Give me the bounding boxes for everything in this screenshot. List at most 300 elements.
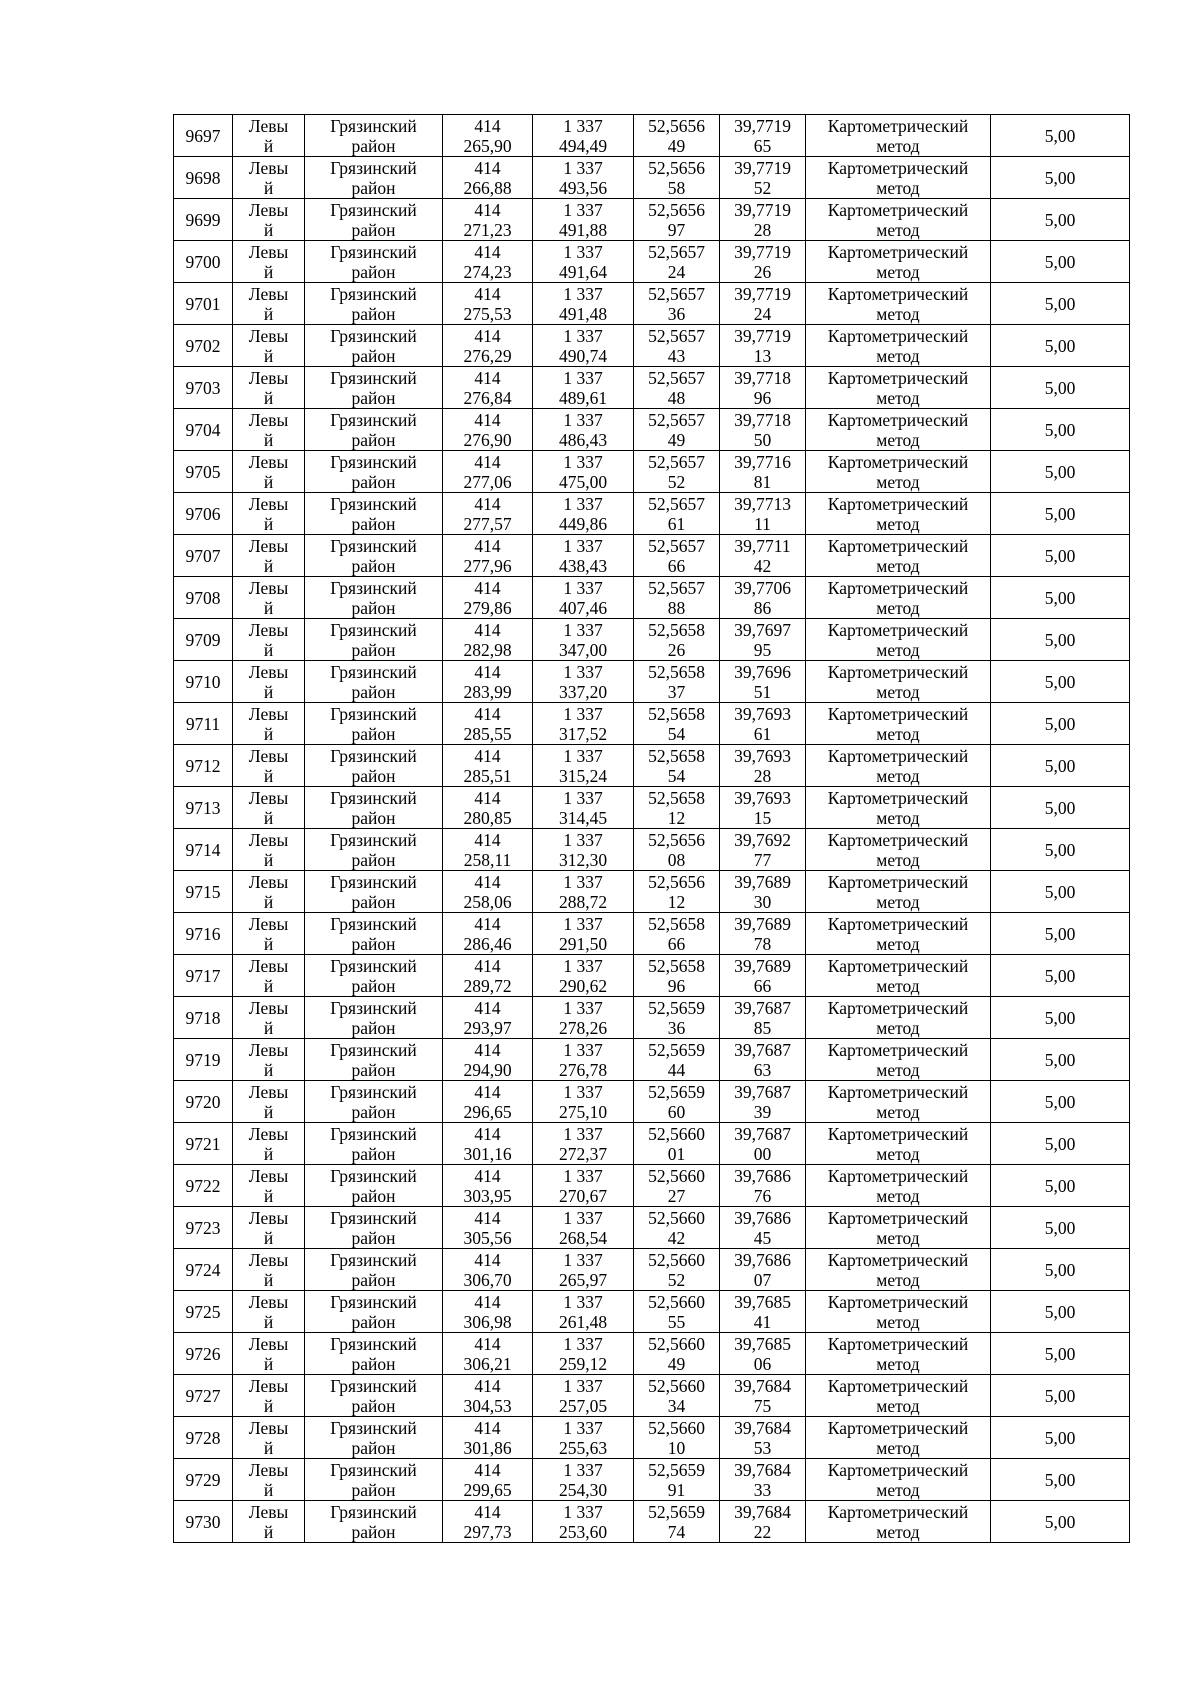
table-row <box>174 283 1130 325</box>
side-cell: Левы й <box>233 1291 305 1333</box>
accuracy-cell: 5,00 <box>991 871 1130 913</box>
point-number-cell: 9714 <box>174 829 233 871</box>
accuracy-cell: 5,00 <box>991 829 1130 871</box>
longitude-cell: 39,7686 76 <box>720 1165 806 1207</box>
district-cell: Грязинский район <box>305 703 443 745</box>
method-cell: Картометрический метод <box>806 1165 991 1207</box>
point-number-cell: 9711 <box>174 703 233 745</box>
x-coordinate-cell: 414 266,88 <box>443 157 533 199</box>
longitude-cell: 39,7693 15 <box>720 787 806 829</box>
side-cell: Левы й <box>233 1081 305 1123</box>
point-number-cell: 9708 <box>174 577 233 619</box>
accuracy-cell: 5,00 <box>991 619 1130 661</box>
latitude-cell: 52,5658 96 <box>634 955 720 997</box>
longitude-cell: 39,7718 50 <box>720 409 806 451</box>
table-row <box>174 1291 1130 1333</box>
latitude-cell: 52,5657 49 <box>634 409 720 451</box>
longitude-cell: 39,7687 00 <box>720 1123 806 1165</box>
point-number-cell: 9727 <box>174 1375 233 1417</box>
district-cell: Грязинский район <box>305 1291 443 1333</box>
x-coordinate-cell: 414 306,98 <box>443 1291 533 1333</box>
y-coordinate-cell: 1 337 276,78 <box>533 1039 634 1081</box>
accuracy-cell: 5,00 <box>991 577 1130 619</box>
accuracy-cell: 5,00 <box>991 1165 1130 1207</box>
latitude-cell: 52,5659 36 <box>634 997 720 1039</box>
table-row <box>174 1333 1130 1375</box>
accuracy-cell: 5,00 <box>991 1375 1130 1417</box>
side-cell: Левы й <box>233 1123 305 1165</box>
y-coordinate-cell: 1 337 255,63 <box>533 1417 634 1459</box>
latitude-cell: 52,5656 49 <box>634 115 720 157</box>
x-coordinate-cell: 414 294,90 <box>443 1039 533 1081</box>
side-cell: Левы й <box>233 787 305 829</box>
point-number-cell: 9721 <box>174 1123 233 1165</box>
point-number-cell: 9723 <box>174 1207 233 1249</box>
method-cell: Картометрический метод <box>806 157 991 199</box>
accuracy-cell: 5,00 <box>991 1207 1130 1249</box>
accuracy-cell: 5,00 <box>991 1123 1130 1165</box>
point-number-cell: 9729 <box>174 1459 233 1501</box>
latitude-cell: 52,5656 97 <box>634 199 720 241</box>
latitude-cell: 52,5657 36 <box>634 283 720 325</box>
side-cell: Левы й <box>233 1459 305 1501</box>
method-cell: Картометрический метод <box>806 955 991 997</box>
x-coordinate-cell: 414 296,65 <box>443 1081 533 1123</box>
x-coordinate-cell: 414 301,16 <box>443 1123 533 1165</box>
y-coordinate-cell: 1 337 317,52 <box>533 703 634 745</box>
table-row <box>174 451 1130 493</box>
method-cell: Картометрический метод <box>806 913 991 955</box>
longitude-cell: 39,7689 30 <box>720 871 806 913</box>
table-row <box>174 1459 1130 1501</box>
side-cell: Левы й <box>233 157 305 199</box>
y-coordinate-cell: 1 337 312,30 <box>533 829 634 871</box>
side-cell: Левы й <box>233 703 305 745</box>
district-cell: Грязинский район <box>305 1249 443 1291</box>
table-row <box>174 997 1130 1039</box>
method-cell: Картометрический метод <box>806 787 991 829</box>
side-cell: Левы й <box>233 997 305 1039</box>
district-cell: Грязинский район <box>305 997 443 1039</box>
x-coordinate-cell: 414 279,86 <box>443 577 533 619</box>
longitude-cell: 39,7684 75 <box>720 1375 806 1417</box>
table-body <box>174 115 1130 1543</box>
table-row <box>174 577 1130 619</box>
longitude-cell: 39,7719 13 <box>720 325 806 367</box>
longitude-cell: 39,7697 95 <box>720 619 806 661</box>
side-cell: Левы й <box>233 241 305 283</box>
side-cell: Левы й <box>233 1417 305 1459</box>
district-cell: Грязинский район <box>305 1165 443 1207</box>
district-cell: Грязинский район <box>305 829 443 871</box>
longitude-cell: 39,7719 28 <box>720 199 806 241</box>
latitude-cell: 52,5660 52 <box>634 1249 720 1291</box>
longitude-cell: 39,7684 53 <box>720 1417 806 1459</box>
x-coordinate-cell: 414 293,97 <box>443 997 533 1039</box>
y-coordinate-cell: 1 337 275,10 <box>533 1081 634 1123</box>
district-cell: Грязинский район <box>305 1039 443 1081</box>
accuracy-cell: 5,00 <box>991 535 1130 577</box>
district-cell: Грязинский район <box>305 1081 443 1123</box>
accuracy-cell: 5,00 <box>991 661 1130 703</box>
y-coordinate-cell: 1 337 491,64 <box>533 241 634 283</box>
district-cell: Грязинский район <box>305 241 443 283</box>
side-cell: Левы й <box>233 409 305 451</box>
accuracy-cell: 5,00 <box>991 1333 1130 1375</box>
table-row <box>174 913 1130 955</box>
table-row <box>174 409 1130 451</box>
x-coordinate-cell: 414 280,85 <box>443 787 533 829</box>
latitude-cell: 52,5657 52 <box>634 451 720 493</box>
method-cell: Картометрический метод <box>806 619 991 661</box>
longitude-cell: 39,7689 78 <box>720 913 806 955</box>
table-row <box>174 493 1130 535</box>
longitude-cell: 39,7693 28 <box>720 745 806 787</box>
coordinates-table <box>173 114 1130 1543</box>
district-cell: Грязинский район <box>305 367 443 409</box>
district-cell: Грязинский район <box>305 577 443 619</box>
y-coordinate-cell: 1 337 257,05 <box>533 1375 634 1417</box>
district-cell: Грязинский район <box>305 661 443 703</box>
x-coordinate-cell: 414 277,06 <box>443 451 533 493</box>
district-cell: Грязинский район <box>305 409 443 451</box>
longitude-cell: 39,7687 63 <box>720 1039 806 1081</box>
side-cell: Левы й <box>233 1207 305 1249</box>
y-coordinate-cell: 1 337 449,86 <box>533 493 634 535</box>
method-cell: Картометрический метод <box>806 367 991 409</box>
table-row <box>174 157 1130 199</box>
accuracy-cell: 5,00 <box>991 745 1130 787</box>
method-cell: Картометрический метод <box>806 199 991 241</box>
latitude-cell: 52,5658 54 <box>634 703 720 745</box>
point-number-cell: 9730 <box>174 1501 233 1543</box>
point-number-cell: 9712 <box>174 745 233 787</box>
y-coordinate-cell: 1 337 254,30 <box>533 1459 634 1501</box>
side-cell: Левы й <box>233 451 305 493</box>
accuracy-cell: 5,00 <box>991 199 1130 241</box>
district-cell: Грязинский район <box>305 1417 443 1459</box>
x-coordinate-cell: 414 285,51 <box>443 745 533 787</box>
x-coordinate-cell: 414 285,55 <box>443 703 533 745</box>
y-coordinate-cell: 1 337 490,74 <box>533 325 634 367</box>
latitude-cell: 52,5657 66 <box>634 535 720 577</box>
district-cell: Грязинский район <box>305 157 443 199</box>
y-coordinate-cell: 1 337 270,67 <box>533 1165 634 1207</box>
table-row <box>174 1123 1130 1165</box>
y-coordinate-cell: 1 337 491,48 <box>533 283 634 325</box>
point-number-cell: 9722 <box>174 1165 233 1207</box>
point-number-cell: 9715 <box>174 871 233 913</box>
accuracy-cell: 5,00 <box>991 409 1130 451</box>
x-coordinate-cell: 414 276,90 <box>443 409 533 451</box>
x-coordinate-cell: 414 301,86 <box>443 1417 533 1459</box>
latitude-cell: 52,5656 58 <box>634 157 720 199</box>
y-coordinate-cell: 1 337 494,49 <box>533 115 634 157</box>
latitude-cell: 52,5657 43 <box>634 325 720 367</box>
district-cell: Грязинский район <box>305 1333 443 1375</box>
method-cell: Картометрический метод <box>806 283 991 325</box>
district-cell: Грязинский район <box>305 493 443 535</box>
longitude-cell: 39,7706 86 <box>720 577 806 619</box>
latitude-cell: 52,5657 88 <box>634 577 720 619</box>
table-row <box>174 871 1130 913</box>
method-cell: Картометрический метод <box>806 1417 991 1459</box>
method-cell: Картометрический метод <box>806 1081 991 1123</box>
side-cell: Левы й <box>233 913 305 955</box>
y-coordinate-cell: 1 337 489,61 <box>533 367 634 409</box>
latitude-cell: 52,5659 60 <box>634 1081 720 1123</box>
point-number-cell: 9698 <box>174 157 233 199</box>
x-coordinate-cell: 414 274,23 <box>443 241 533 283</box>
x-coordinate-cell: 414 283,99 <box>443 661 533 703</box>
longitude-cell: 39,7696 51 <box>720 661 806 703</box>
side-cell: Левы й <box>233 115 305 157</box>
side-cell: Левы й <box>233 619 305 661</box>
x-coordinate-cell: 414 258,06 <box>443 871 533 913</box>
method-cell: Картометрический метод <box>806 1375 991 1417</box>
y-coordinate-cell: 1 337 272,37 <box>533 1123 634 1165</box>
x-coordinate-cell: 414 306,70 <box>443 1249 533 1291</box>
y-coordinate-cell: 1 337 261,48 <box>533 1291 634 1333</box>
method-cell: Картометрический метод <box>806 493 991 535</box>
method-cell: Картометрический метод <box>806 115 991 157</box>
point-number-cell: 9719 <box>174 1039 233 1081</box>
x-coordinate-cell: 414 276,84 <box>443 367 533 409</box>
point-number-cell: 9724 <box>174 1249 233 1291</box>
y-coordinate-cell: 1 337 265,97 <box>533 1249 634 1291</box>
x-coordinate-cell: 414 289,72 <box>443 955 533 997</box>
method-cell: Картометрический метод <box>806 829 991 871</box>
district-cell: Грязинский район <box>305 1375 443 1417</box>
accuracy-cell: 5,00 <box>991 1417 1130 1459</box>
y-coordinate-cell: 1 337 314,45 <box>533 787 634 829</box>
y-coordinate-cell: 1 337 407,46 <box>533 577 634 619</box>
point-number-cell: 9710 <box>174 661 233 703</box>
table-row <box>174 745 1130 787</box>
table-row <box>174 829 1130 871</box>
method-cell: Картометрический метод <box>806 409 991 451</box>
side-cell: Левы й <box>233 955 305 997</box>
latitude-cell: 52,5660 34 <box>634 1375 720 1417</box>
x-coordinate-cell: 414 265,90 <box>443 115 533 157</box>
district-cell: Грязинский район <box>305 1207 443 1249</box>
method-cell: Картометрический метод <box>806 1501 991 1543</box>
table-row <box>174 199 1130 241</box>
point-number-cell: 9702 <box>174 325 233 367</box>
accuracy-cell: 5,00 <box>991 1081 1130 1123</box>
latitude-cell: 52,5658 12 <box>634 787 720 829</box>
method-cell: Картометрический метод <box>806 577 991 619</box>
y-coordinate-cell: 1 337 288,72 <box>533 871 634 913</box>
accuracy-cell: 5,00 <box>991 367 1130 409</box>
method-cell: Картометрический метод <box>806 997 991 1039</box>
side-cell: Левы й <box>233 829 305 871</box>
y-coordinate-cell: 1 337 268,54 <box>533 1207 634 1249</box>
latitude-cell: 52,5660 10 <box>634 1417 720 1459</box>
x-coordinate-cell: 414 299,65 <box>443 1459 533 1501</box>
x-coordinate-cell: 414 258,11 <box>443 829 533 871</box>
y-coordinate-cell: 1 337 278,26 <box>533 997 634 1039</box>
district-cell: Грязинский район <box>305 535 443 577</box>
longitude-cell: 39,7685 06 <box>720 1333 806 1375</box>
district-cell: Грязинский район <box>305 1501 443 1543</box>
method-cell: Картометрический метод <box>806 325 991 367</box>
latitude-cell: 52,5659 91 <box>634 1459 720 1501</box>
method-cell: Картометрический метод <box>806 703 991 745</box>
y-coordinate-cell: 1 337 491,88 <box>533 199 634 241</box>
point-number-cell: 9700 <box>174 241 233 283</box>
longitude-cell: 39,7719 24 <box>720 283 806 325</box>
x-coordinate-cell: 414 303,95 <box>443 1165 533 1207</box>
district-cell: Грязинский район <box>305 871 443 913</box>
side-cell: Левы й <box>233 1501 305 1543</box>
accuracy-cell: 5,00 <box>991 703 1130 745</box>
x-coordinate-cell: 414 282,98 <box>443 619 533 661</box>
method-cell: Картометрический метод <box>806 535 991 577</box>
table-row <box>174 115 1130 157</box>
longitude-cell: 39,7686 45 <box>720 1207 806 1249</box>
latitude-cell: 52,5660 49 <box>634 1333 720 1375</box>
y-coordinate-cell: 1 337 259,12 <box>533 1333 634 1375</box>
district-cell: Грязинский район <box>305 913 443 955</box>
y-coordinate-cell: 1 337 475,00 <box>533 451 634 493</box>
method-cell: Картометрический метод <box>806 1459 991 1501</box>
table-row <box>174 1039 1130 1081</box>
longitude-cell: 39,7693 61 <box>720 703 806 745</box>
accuracy-cell: 5,00 <box>991 955 1130 997</box>
latitude-cell: 52,5658 54 <box>634 745 720 787</box>
longitude-cell: 39,7684 33 <box>720 1459 806 1501</box>
table-row <box>174 1165 1130 1207</box>
accuracy-cell: 5,00 <box>991 997 1130 1039</box>
district-cell: Грязинский район <box>305 955 443 997</box>
accuracy-cell: 5,00 <box>991 1291 1130 1333</box>
method-cell: Картометрический метод <box>806 1039 991 1081</box>
side-cell: Левы й <box>233 1165 305 1207</box>
point-number-cell: 9718 <box>174 997 233 1039</box>
accuracy-cell: 5,00 <box>991 115 1130 157</box>
accuracy-cell: 5,00 <box>991 1249 1130 1291</box>
point-number-cell: 9717 <box>174 955 233 997</box>
table-row <box>174 367 1130 409</box>
table-row <box>174 1081 1130 1123</box>
latitude-cell: 52,5660 55 <box>634 1291 720 1333</box>
longitude-cell: 39,7713 11 <box>720 493 806 535</box>
accuracy-cell: 5,00 <box>991 493 1130 535</box>
side-cell: Левы й <box>233 661 305 703</box>
y-coordinate-cell: 1 337 315,24 <box>533 745 634 787</box>
x-coordinate-cell: 414 306,21 <box>443 1333 533 1375</box>
district-cell: Грязинский район <box>305 787 443 829</box>
table-row <box>174 1501 1130 1543</box>
longitude-cell: 39,7687 85 <box>720 997 806 1039</box>
side-cell: Левы й <box>233 1333 305 1375</box>
method-cell: Картометрический метод <box>806 1207 991 1249</box>
y-coordinate-cell: 1 337 253,60 <box>533 1501 634 1543</box>
method-cell: Картометрический метод <box>806 241 991 283</box>
side-cell: Левы й <box>233 493 305 535</box>
side-cell: Левы й <box>233 535 305 577</box>
accuracy-cell: 5,00 <box>991 1039 1130 1081</box>
method-cell: Картометрический метод <box>806 661 991 703</box>
method-cell: Картометрический метод <box>806 745 991 787</box>
x-coordinate-cell: 414 271,23 <box>443 199 533 241</box>
longitude-cell: 39,7716 81 <box>720 451 806 493</box>
longitude-cell: 39,7719 65 <box>720 115 806 157</box>
x-coordinate-cell: 414 277,57 <box>443 493 533 535</box>
side-cell: Левы й <box>233 745 305 787</box>
y-coordinate-cell: 1 337 438,43 <box>533 535 634 577</box>
point-number-cell: 9725 <box>174 1291 233 1333</box>
district-cell: Грязинский район <box>305 745 443 787</box>
method-cell: Картометрический метод <box>806 871 991 913</box>
table-row <box>174 661 1130 703</box>
side-cell: Левы й <box>233 871 305 913</box>
table-row <box>174 703 1130 745</box>
point-number-cell: 9697 <box>174 115 233 157</box>
x-coordinate-cell: 414 276,29 <box>443 325 533 367</box>
table-row <box>174 1249 1130 1291</box>
point-number-cell: 9705 <box>174 451 233 493</box>
longitude-cell: 39,7718 96 <box>720 367 806 409</box>
longitude-cell: 39,7692 77 <box>720 829 806 871</box>
y-coordinate-cell: 1 337 291,50 <box>533 913 634 955</box>
table-row <box>174 619 1130 661</box>
table-row <box>174 1417 1130 1459</box>
table-row <box>174 787 1130 829</box>
point-number-cell: 9703 <box>174 367 233 409</box>
y-coordinate-cell: 1 337 347,00 <box>533 619 634 661</box>
table-row <box>174 1375 1130 1417</box>
district-cell: Грязинский район <box>305 283 443 325</box>
point-number-cell: 9699 <box>174 199 233 241</box>
latitude-cell: 52,5657 61 <box>634 493 720 535</box>
latitude-cell: 52,5660 01 <box>634 1123 720 1165</box>
district-cell: Грязинский район <box>305 619 443 661</box>
accuracy-cell: 5,00 <box>991 1459 1130 1501</box>
accuracy-cell: 5,00 <box>991 157 1130 199</box>
longitude-cell: 39,7689 66 <box>720 955 806 997</box>
side-cell: Левы й <box>233 283 305 325</box>
accuracy-cell: 5,00 <box>991 787 1130 829</box>
latitude-cell: 52,5660 42 <box>634 1207 720 1249</box>
latitude-cell: 52,5657 24 <box>634 241 720 283</box>
x-coordinate-cell: 414 297,73 <box>443 1501 533 1543</box>
latitude-cell: 52,5658 26 <box>634 619 720 661</box>
y-coordinate-cell: 1 337 337,20 <box>533 661 634 703</box>
district-cell: Грязинский район <box>305 451 443 493</box>
x-coordinate-cell: 414 277,96 <box>443 535 533 577</box>
latitude-cell: 52,5658 66 <box>634 913 720 955</box>
side-cell: Левы й <box>233 1249 305 1291</box>
accuracy-cell: 5,00 <box>991 451 1130 493</box>
x-coordinate-cell: 414 305,56 <box>443 1207 533 1249</box>
longitude-cell: 39,7719 26 <box>720 241 806 283</box>
point-number-cell: 9704 <box>174 409 233 451</box>
method-cell: Картометрический метод <box>806 1333 991 1375</box>
accuracy-cell: 5,00 <box>991 325 1130 367</box>
method-cell: Картометрический метод <box>806 1123 991 1165</box>
point-number-cell: 9720 <box>174 1081 233 1123</box>
accuracy-cell: 5,00 <box>991 913 1130 955</box>
district-cell: Грязинский район <box>305 115 443 157</box>
side-cell: Левы й <box>233 199 305 241</box>
latitude-cell: 52,5659 74 <box>634 1501 720 1543</box>
side-cell: Левы й <box>233 577 305 619</box>
point-number-cell: 9726 <box>174 1333 233 1375</box>
table-row <box>174 535 1130 577</box>
district-cell: Грязинский район <box>305 199 443 241</box>
